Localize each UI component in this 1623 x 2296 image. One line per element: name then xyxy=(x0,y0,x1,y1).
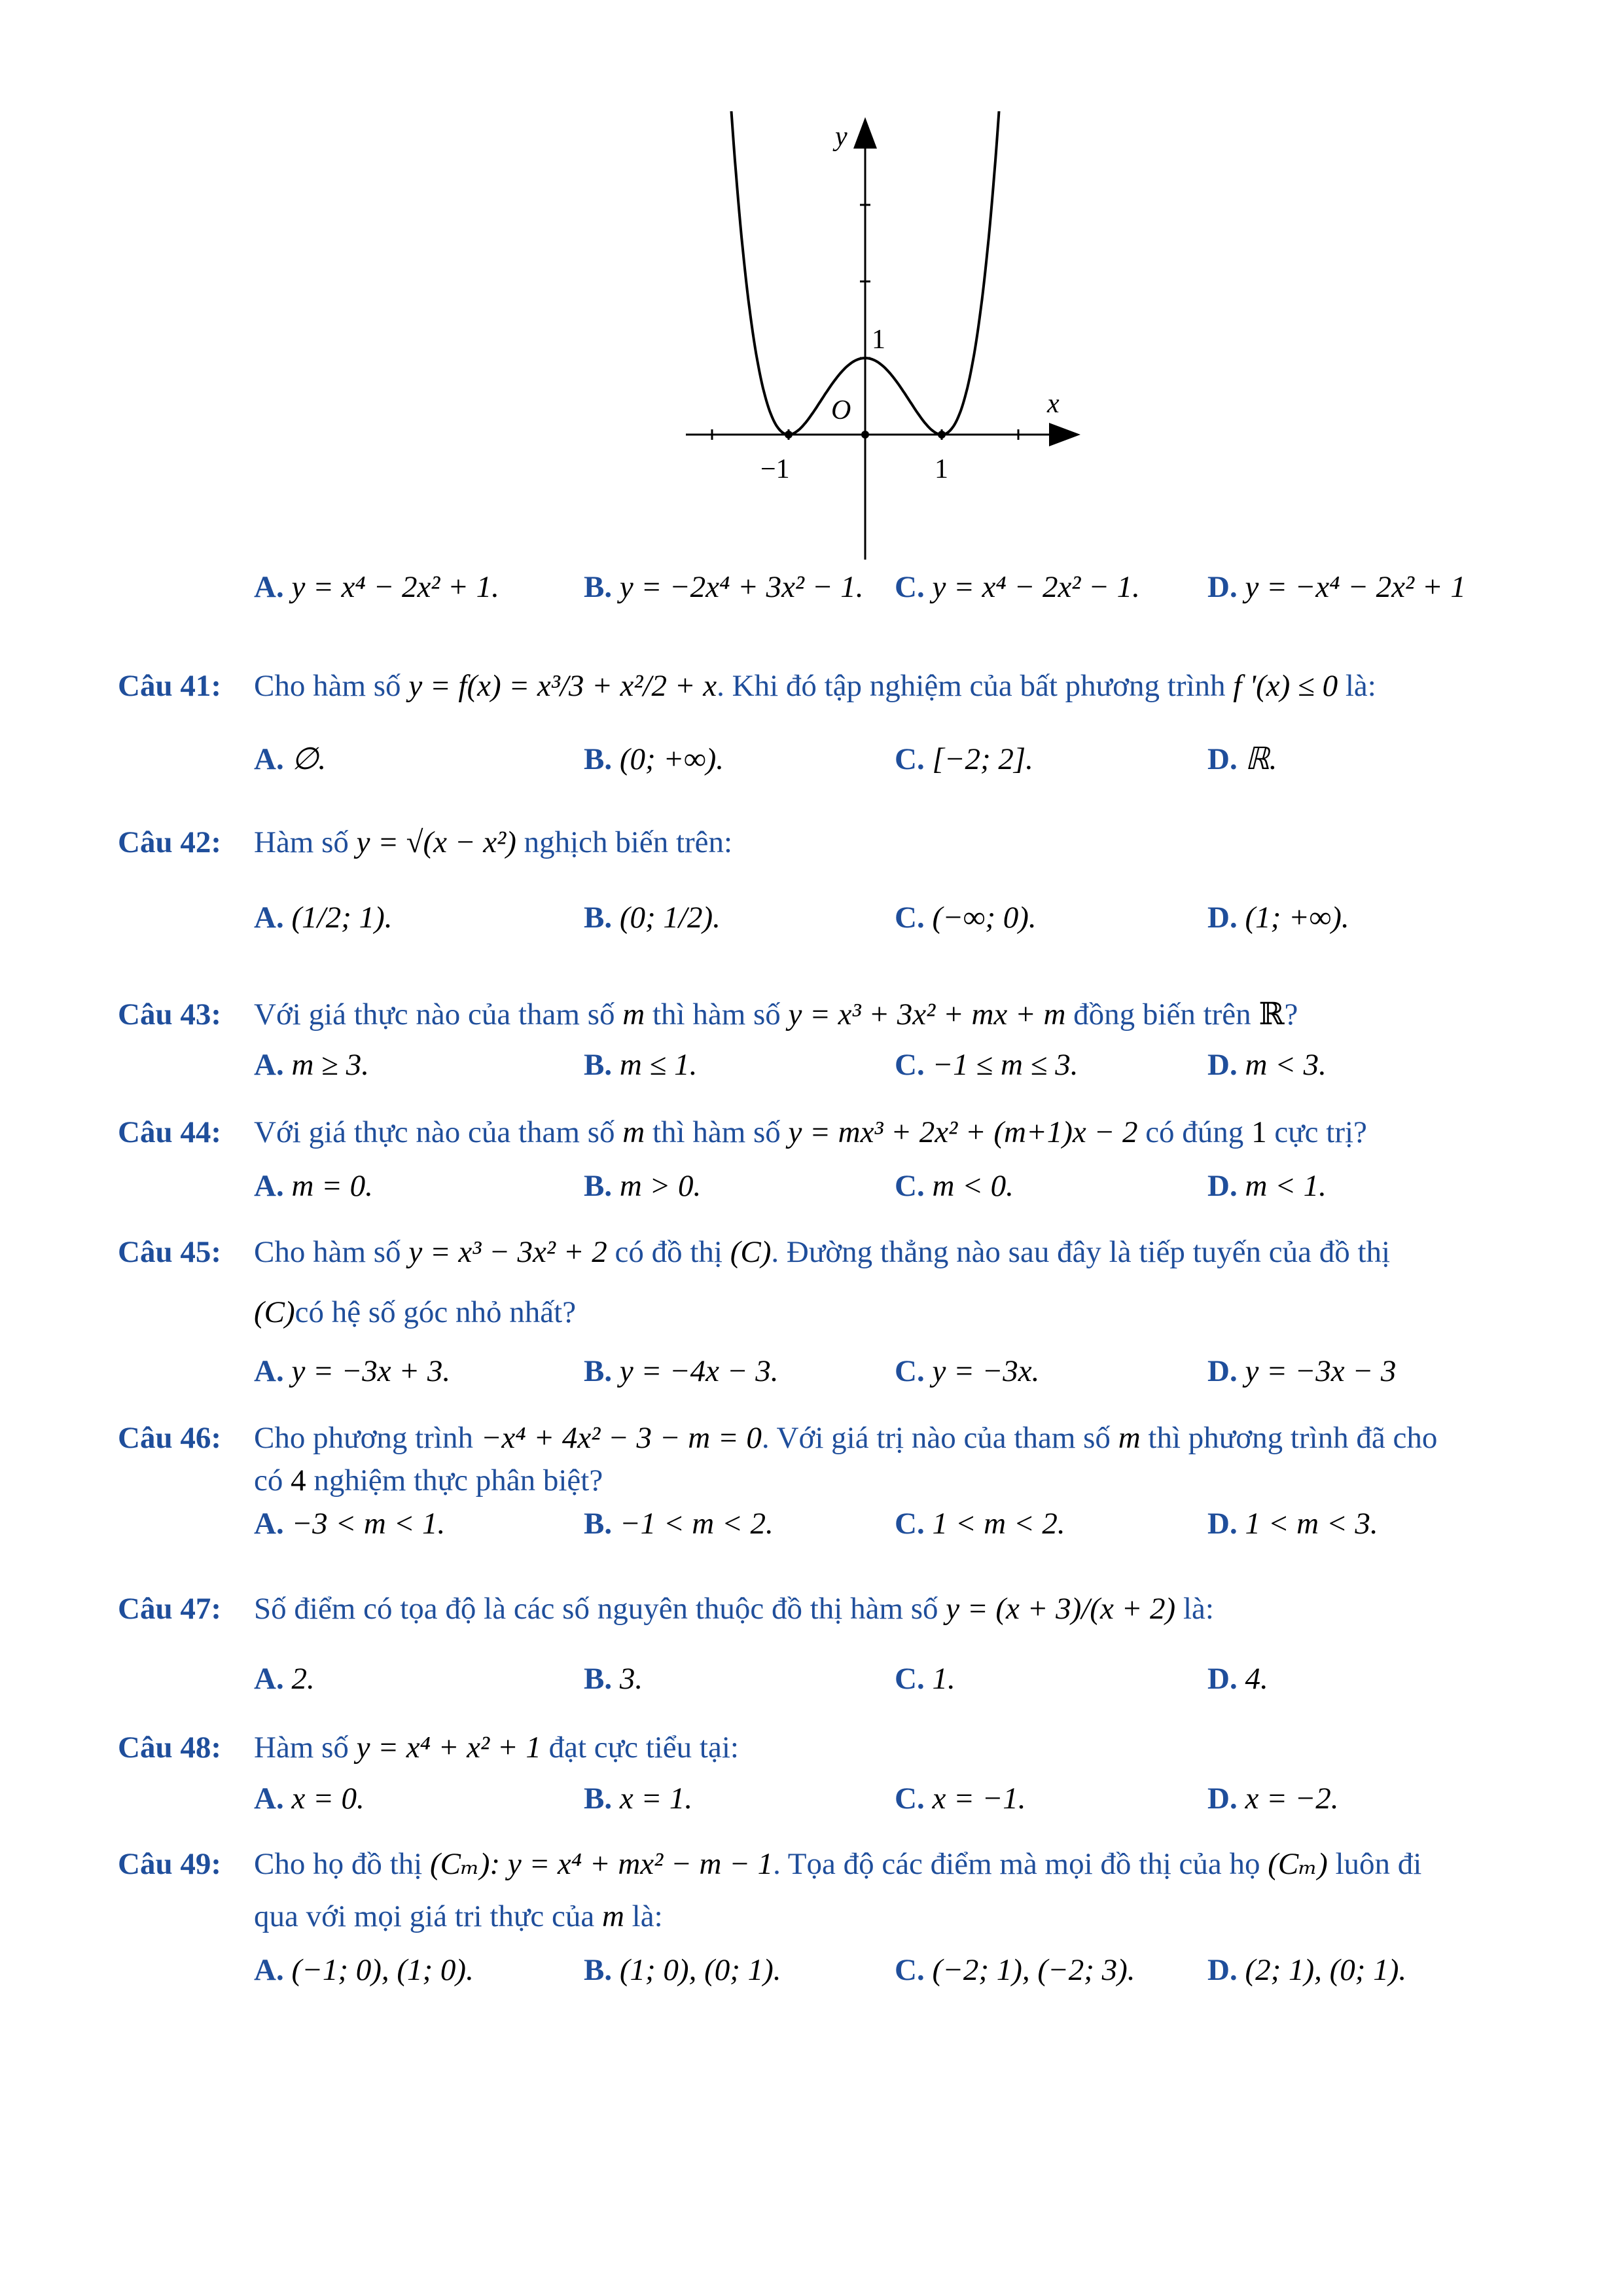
q40-option-c[interactable]: C. y = x⁴ − 2x² − 1. xyxy=(895,570,1140,604)
q49-text-1: Cho họ đồ thị (Cₘ): y = x⁴ + mx² − m − 1. Tọa độ các điểm mà mọi đồ thị của họ (Cₘ) luôn đi xyxy=(254,1847,1422,1881)
q45-option-a[interactable]: A. y = −3x + 3. xyxy=(254,1354,451,1388)
q47-label: Câu 47: xyxy=(118,1592,221,1626)
q44-option-c[interactable]: C. m < 0. xyxy=(895,1169,1014,1203)
q45-option-b[interactable]: B. y = −4x − 3. xyxy=(584,1354,779,1388)
q45-text-2: (C)có hệ số góc nhỏ nhất? xyxy=(254,1295,577,1329)
q44-option-b[interactable]: B. m > 0. xyxy=(584,1169,702,1203)
q44-label: Câu 44: xyxy=(118,1115,221,1149)
q42-option-d[interactable]: D. (1; +∞). xyxy=(1207,901,1349,935)
q47-option-a[interactable]: A. 2. xyxy=(254,1662,315,1696)
q49-option-d[interactable]: D. (2; 1), (0; 1). xyxy=(1207,1953,1407,1987)
x-tick-label-minus-1: −1 xyxy=(760,454,790,484)
y-tick-label-1: 1 xyxy=(872,325,885,355)
q40-option-d[interactable]: D. y = −x⁴ − 2x² + 1 xyxy=(1207,570,1466,604)
q44-option-d[interactable]: D. m < 1. xyxy=(1207,1169,1327,1203)
q44-option-a[interactable]: A. m = 0. xyxy=(254,1169,373,1203)
q43-label: Câu 43: xyxy=(118,997,221,1031)
y-axis-label: y xyxy=(835,122,847,152)
q41-label: Câu 41: xyxy=(118,669,221,703)
q41-option-d[interactable]: D. ℝ. xyxy=(1207,742,1277,776)
q48-text: Hàm số y = x⁴ + x² + 1 đạt cực tiểu tại: xyxy=(254,1731,739,1765)
q46-option-c[interactable]: C. 1 < m < 2. xyxy=(895,1507,1065,1541)
q46-text-1: Cho phương trình −x⁴ + 4x² − 3 − m = 0. Với giá trị nào của tham số m thì phương trình đã cho xyxy=(254,1421,1438,1455)
q46-option-b[interactable]: B. −1 < m < 2. xyxy=(584,1507,774,1541)
q48-option-c[interactable]: C. x = −1. xyxy=(895,1782,1026,1816)
q43-option-a[interactable]: A. m ≥ 3. xyxy=(254,1048,369,1082)
q48-option-d[interactable]: D. x = −2. xyxy=(1207,1782,1339,1816)
q49-label: Câu 49: xyxy=(118,1847,221,1881)
q47-option-b[interactable]: B. 3. xyxy=(584,1662,643,1696)
q40-option-a[interactable]: A. y = x⁴ − 2x² + 1. xyxy=(254,570,499,604)
q41-option-c[interactable]: C. [−2; 2]. xyxy=(895,742,1033,776)
function-graph xyxy=(681,111,1086,569)
q47-option-d[interactable]: D. 4. xyxy=(1207,1662,1268,1696)
q41-text: Cho hàm số y = f(x) = x³/3 + x²/2 + x. Khi đó tập nghiệm của bất phương trình f '(x) ≤ 0 là: xyxy=(254,669,1376,703)
q46-label: Câu 46: xyxy=(118,1421,221,1455)
origin-point xyxy=(861,431,869,439)
q42-text: Hàm số y = √(x − x²) nghịch biến trên: xyxy=(254,825,733,859)
q43-option-d[interactable]: D. m < 3. xyxy=(1207,1048,1327,1082)
q43-option-c[interactable]: C. −1 ≤ m ≤ 3. xyxy=(895,1048,1079,1082)
x-axis-label: x xyxy=(1047,389,1060,419)
q42-label: Câu 42: xyxy=(118,825,221,859)
q48-label: Câu 48: xyxy=(118,1731,221,1765)
q45-text-1: Cho hàm số y = x³ − 3x² + 2 có đồ thị (C). Đường thẳng nào sau đây là tiếp tuyến của đồ thị xyxy=(254,1235,1391,1269)
q48-option-a[interactable]: A. x = 0. xyxy=(254,1782,365,1816)
q46-text-2: có 4 nghiệm thực phân biệt? xyxy=(254,1463,603,1498)
q43-text: Với giá thực nào của tham số m thì hàm số y = x³ + 3x² + mx + m đồng biến trên ℝ? xyxy=(254,997,1298,1031)
x-tick-label-1: 1 xyxy=(935,454,948,484)
q42-option-c[interactable]: C. (−∞; 0). xyxy=(895,901,1037,935)
origin-label: O xyxy=(831,395,851,425)
q41-option-a[interactable]: A. ∅. xyxy=(254,742,327,776)
q43-option-b[interactable]: B. m ≤ 1. xyxy=(584,1048,698,1082)
point-one xyxy=(938,431,946,439)
q45-option-c[interactable]: C. y = −3x. xyxy=(895,1354,1040,1388)
q49-option-a[interactable]: A. (−1; 0), (1; 0). xyxy=(254,1953,474,1987)
q49-option-c[interactable]: C. (−2; 1), (−2; 3). xyxy=(895,1953,1135,1987)
q48-option-b[interactable]: B. x = 1. xyxy=(584,1782,693,1816)
q45-label: Câu 45: xyxy=(118,1235,221,1269)
q46-option-a[interactable]: A. −3 < m < 1. xyxy=(254,1507,446,1541)
q45-option-d[interactable]: D. y = −3x − 3 xyxy=(1207,1354,1397,1388)
q40-option-b[interactable]: B. y = −2x⁴ + 3x² − 1. xyxy=(584,570,864,604)
q42-option-a[interactable]: A. (1/2; 1). xyxy=(254,901,393,935)
point-minus-one xyxy=(785,431,793,439)
q47-text: Số điểm có tọa độ là các số nguyên thuộc đồ thị hàm số y = (x + 3)/(x + 2) là: xyxy=(254,1592,1214,1626)
q41-option-b[interactable]: B. (0; +∞). xyxy=(584,742,724,776)
q49-text-2: qua với mọi giá tri thực của m là: xyxy=(254,1899,663,1933)
q49-option-b[interactable]: B. (1; 0), (0; 1). xyxy=(584,1953,781,1987)
q42-option-b[interactable]: B. (0; 1/2). xyxy=(584,901,721,935)
q47-option-c[interactable]: C. 1. xyxy=(895,1662,955,1696)
q44-text: Với giá thực nào của tham số m thì hàm số y = mx³ + 2x² + (m+1)x − 2 có đúng 1 cực trị? xyxy=(254,1115,1367,1149)
q46-option-d[interactable]: D. 1 < m < 3. xyxy=(1207,1507,1378,1541)
